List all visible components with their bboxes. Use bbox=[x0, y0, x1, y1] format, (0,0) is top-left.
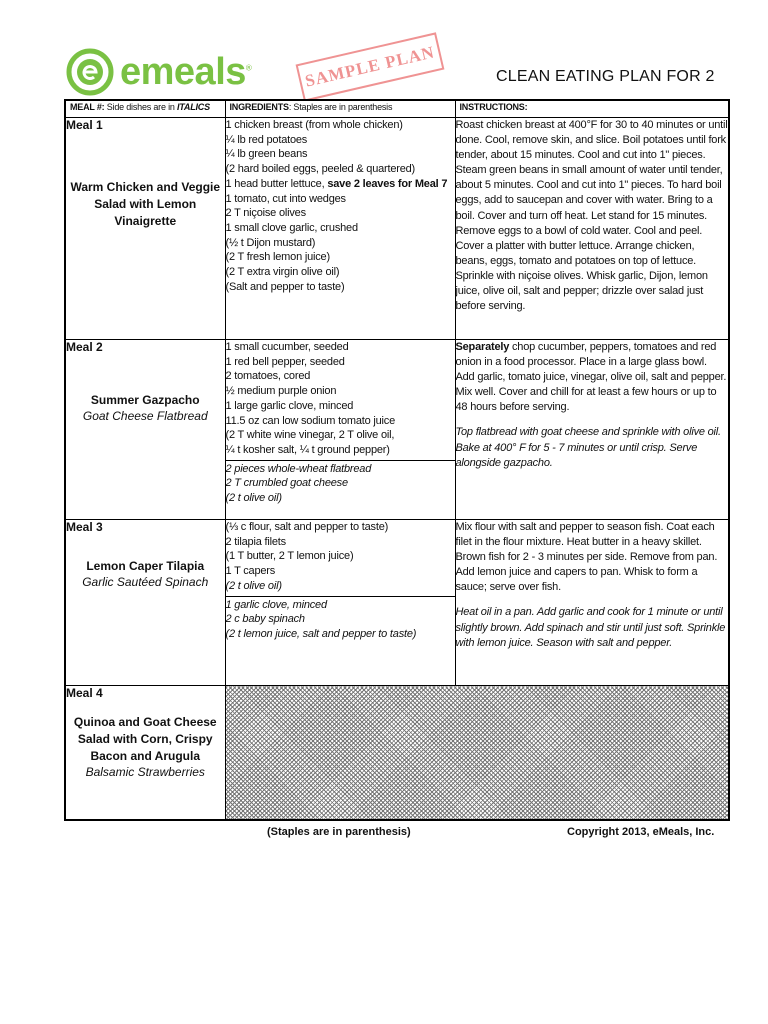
side-instructions-text: Top flatbread with goat cheese and sprinkle with olive oil. Bake at 400° F for 5 - 7 minutes or until crisp. Serve alongside gazpacho. bbox=[455, 426, 721, 469]
ingredient: ½ medium purple onion bbox=[225, 385, 337, 398]
ingredient: 1 small cucumber, seeded bbox=[225, 341, 349, 353]
meal-cell bbox=[65, 686, 225, 820]
table-row bbox=[65, 686, 729, 820]
instructions-cell bbox=[455, 118, 729, 340]
footer-copyright: Copyright 2013, eMeals, Inc. bbox=[567, 826, 715, 838]
ingredient: (2 T white wine vinegar, 2 T olive oil, bbox=[225, 429, 395, 442]
instructions-cell bbox=[455, 340, 729, 520]
header-ingredients: INGREDIENTS: Staples are in parenthesis bbox=[225, 100, 455, 118]
ingredient: 1 T capers bbox=[225, 565, 276, 578]
header-meal: MEAL #: Side dishes are in ITALICS bbox=[65, 100, 225, 118]
meal-side-dish: Goat Cheese Flatbread bbox=[82, 409, 208, 423]
ingredient: 1 large garlic clove, minced bbox=[225, 399, 354, 412]
meal-number: Meal 4 bbox=[66, 686, 103, 700]
ingredient: (2 T extra virgin olive oil) bbox=[225, 266, 340, 279]
side-ingredient: 1 garlic clove, minced bbox=[226, 596, 455, 613]
ingredient: (Salt and pepper to taste) bbox=[225, 280, 345, 293]
side-instructions-text: Heat oil in a pan. Add garlic and cook for 1 minute or until slightly brown. Add spinach and stir until just soft. Sprinkle with lemon juice. Season with salt and pepper. bbox=[455, 606, 726, 649]
side-ingredient: 2 T crumbled goat cheese bbox=[225, 477, 348, 490]
table-row bbox=[65, 520, 729, 686]
meal-side-dish: Garlic Sautéed Spinach bbox=[82, 575, 209, 589]
ingredient: ¼ t kosher salt, ¼ t ground pepper) bbox=[225, 443, 390, 456]
ingredient: 1 head butter lettuce, save 2 leaves for Meal 7 bbox=[225, 177, 448, 190]
ingredients-cell bbox=[225, 520, 455, 686]
side-ingredient: (2 t olive oil) bbox=[225, 492, 282, 505]
ingredient: ¼ lb red potatoes bbox=[225, 133, 308, 146]
ingredient: 1 chicken breast (from whole chicken) bbox=[225, 119, 403, 131]
meal-number: Meal 1 bbox=[66, 118, 103, 132]
ingredient: (½ t Dijon mustard) bbox=[225, 236, 316, 249]
instructions-cell bbox=[455, 520, 729, 686]
meal-number: Meal 2 bbox=[66, 340, 103, 354]
instructions-text: Separately chop cucumber, peppers, tomatoes and red onion in a food processor. Place in a large glass bowl. Add garlic, tomato juice, vinegar, olive oil, salt and pepper. Mix well. Cover and chill for at least a few hours or up to 48 hours before serving. bbox=[455, 341, 727, 414]
side-ingredient: 2 pieces whole-wheat flatbread bbox=[226, 460, 455, 477]
ingredient: ¼ lb green beans bbox=[225, 148, 308, 161]
ingredients-cell bbox=[225, 118, 455, 340]
footer-staples-note: (Staples are in parenthesis) bbox=[267, 826, 411, 838]
meal-number: Meal 3 bbox=[66, 520, 103, 534]
page-title: CLEAN EATING PLAN FOR 2 bbox=[496, 68, 715, 85]
meal-side-dish: Balsamic Strawberries bbox=[85, 765, 205, 779]
table-header-row bbox=[65, 100, 729, 118]
instructions-text: Roast chicken breast at 400°F for 30 to 40 minutes or until done. Cool, remove skin, and slice. Boil potatoes until fork tender, about 15 minutes. Cool and cut into 1" pieces. Steam green beans in small amount of water until tender, about 5 minutes. Cool and cut into 1" pieces. To hard boil eggs, add to saucepan and cover with water. Bring to a boil. Cover and turn off heat. Let stand for 15 minutes. Remove eggs to a bowl of cold water. Cool and peel. Cover a platter with butter lettuce. Arrange chicken, beans, eggs, tomato and potatoes on top of lettuce. Sprinkle with niçoise olives. Whisk garlic, Dijon, lemon juice, olive oil, salt and pepper; drizzle over salad just before serving. bbox=[455, 119, 728, 313]
hidden-content-area bbox=[225, 686, 729, 820]
ingredient: 11.5 oz can low sodium tomato juice bbox=[225, 414, 395, 427]
ingredient: 2 tomatoes, cored bbox=[225, 370, 311, 383]
table-row bbox=[65, 118, 729, 340]
ingredient: (2 t olive oil) bbox=[225, 579, 282, 592]
sample-plan-stamp: SAMPLE PLAN bbox=[296, 32, 445, 101]
emeals-logo bbox=[66, 48, 251, 96]
side-ingredient: (2 t lemon juice, salt and pepper to taste) bbox=[225, 627, 417, 640]
header-instructions: INSTRUCTIONS: bbox=[455, 100, 729, 118]
ingredient: (⅓ c flour, salt and pepper to taste) bbox=[225, 521, 389, 533]
ingredient: (2 hard boiled eggs, peeled & quartered) bbox=[225, 163, 416, 176]
ingredients-cell bbox=[225, 340, 455, 520]
brand-name: emeals® bbox=[120, 51, 252, 93]
meal-cell bbox=[65, 118, 225, 340]
ingredient: 1 red bell pepper, seeded bbox=[225, 355, 345, 368]
meal-cell bbox=[65, 340, 225, 520]
ingredient: 2 T niçoise olives bbox=[225, 207, 306, 220]
instructions-text: Mix flour with salt and pepper to season fish. Coat each filet in the flour mixture. Heat butter in a heavy skillet. Brown fish for 2 - 3 minutes per side. Remove from pan. Add lemon juice and capers to pan. Whisk to form a sauce; serve over fish. bbox=[455, 521, 718, 594]
ingredient: 2 tilapia filets bbox=[225, 535, 286, 548]
ingredient: 1 small clove garlic, crushed bbox=[225, 221, 358, 234]
emeals-e-icon bbox=[66, 48, 114, 96]
meal-title: Quinoa and Goat Cheese Salad with Corn, Crispy Bacon and Arugula bbox=[73, 715, 217, 763]
ingredient: (2 T fresh lemon juice) bbox=[225, 251, 330, 264]
meal-cell bbox=[65, 520, 225, 686]
table-row bbox=[65, 340, 729, 520]
meal-title: Lemon Caper Tilapia bbox=[86, 559, 205, 573]
meal-title: Warm Chicken and Veggie Salad with Lemon Vinaigrette bbox=[70, 180, 221, 228]
meal-title: Summer Gazpacho bbox=[90, 393, 200, 407]
meal-plan-table bbox=[64, 99, 730, 821]
ingredient: 1 tomato, cut into wedges bbox=[225, 192, 346, 205]
ingredient: (1 T butter, 2 T lemon juice) bbox=[225, 550, 354, 563]
side-ingredient: 2 c baby spinach bbox=[225, 613, 305, 626]
